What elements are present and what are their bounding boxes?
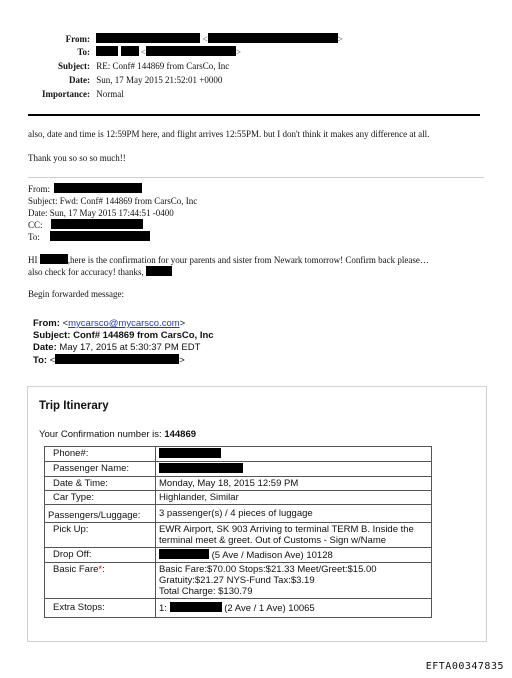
redacted-block bbox=[96, 46, 118, 56]
redacted-block bbox=[159, 463, 243, 473]
redacted-block bbox=[55, 354, 179, 364]
redacted-block bbox=[54, 183, 142, 193]
orig-from-label: From: bbox=[33, 318, 60, 329]
header-to-row bbox=[40, 46, 241, 58]
importance-label: Importance: bbox=[42, 89, 90, 99]
fare-key-label: Basic Fare bbox=[53, 564, 99, 575]
table-row bbox=[45, 462, 432, 477]
table-row bbox=[45, 523, 432, 548]
table-row bbox=[45, 505, 432, 523]
redacted-block bbox=[96, 33, 200, 43]
fwd-body-line-2 bbox=[28, 266, 172, 278]
fwd-cc-row bbox=[28, 219, 143, 231]
angle-open: < bbox=[202, 34, 208, 44]
fwd-body-line-1 bbox=[28, 254, 429, 266]
fare-line-3: Total Charge: $130.79 bbox=[159, 586, 253, 597]
phone-key: Phone#: bbox=[45, 447, 156, 462]
date-value: Sun, 17 May 2015 21:52:01 +0000 bbox=[96, 75, 223, 85]
fare-value bbox=[156, 563, 432, 599]
orig-to-label: To: bbox=[33, 355, 48, 366]
orig-subject: Subject: Conf# 144869 from CarsCo, Inc bbox=[33, 330, 214, 341]
angle-close: > bbox=[337, 34, 343, 44]
orig-date-row bbox=[33, 342, 200, 353]
header-subject-row bbox=[40, 60, 229, 72]
itinerary-title: Trip Itinerary bbox=[39, 400, 109, 412]
fare-colon: : bbox=[102, 564, 105, 575]
fwd-begin: Begin forwarded message: bbox=[28, 289, 124, 299]
passengers-luggage-value: 3 passenger(s) / 4 pieces of luggage bbox=[156, 505, 432, 523]
passenger-name-value bbox=[156, 462, 432, 477]
header-divider bbox=[28, 114, 480, 116]
table-row bbox=[45, 477, 432, 491]
extra-stop-number: 1: bbox=[159, 603, 167, 614]
fwd-to-row bbox=[28, 231, 150, 243]
datetime-value: Monday, May 18, 2015 12:59 PM bbox=[156, 477, 432, 491]
orig-from-email-link[interactable]: mycarsco@mycarsco.com bbox=[68, 318, 180, 329]
confirmation-line bbox=[39, 429, 196, 440]
redacted-block bbox=[159, 549, 209, 559]
fare-line-2: Gratuity:$21.27 NYS-Fund Tax:$3.19 bbox=[159, 575, 315, 586]
fwd-date: Date: Sun, 17 May 2015 17:44:51 -0400 bbox=[28, 208, 174, 218]
passenger-name-key: Passenger Name: bbox=[45, 462, 156, 477]
fwd-from-row bbox=[28, 183, 142, 195]
subject-label: Subject: bbox=[58, 61, 90, 71]
reply-line-1: also, date and time is 12:59PM here, and flight arrives 12:55PM. but I don't think it makes any difference at all. bbox=[28, 129, 430, 139]
header-date-row bbox=[40, 74, 222, 86]
pickup-line-1: EWR Airport, SK 903 Arriving to terminal TERM B. Inside the bbox=[159, 524, 414, 535]
redacted-block bbox=[146, 266, 172, 276]
document-id: EFTA00347835 bbox=[425, 661, 504, 672]
fwd-body-rest: ,here is the confirmation for your parents and sister from Newark tomorrow! Confirm back please… bbox=[67, 255, 429, 265]
to-label: To: bbox=[77, 47, 90, 57]
redacted-block bbox=[146, 46, 236, 56]
table-row bbox=[45, 599, 432, 618]
extra-stop-text: (2 Ave / 1 Ave) 10065 bbox=[224, 603, 315, 614]
redacted-block bbox=[170, 602, 222, 612]
orig-to-row bbox=[33, 354, 185, 366]
angle-open: < bbox=[62, 318, 69, 329]
itinerary-table bbox=[44, 446, 432, 618]
orig-date-label: Date: bbox=[33, 342, 57, 353]
passengers-luggage-key: Passengers/Luggage: bbox=[45, 505, 156, 523]
table-row bbox=[45, 447, 432, 462]
pickup-value bbox=[156, 523, 432, 548]
orig-date-value: May 17, 2015 at 5:30:37 PM EDT bbox=[59, 342, 201, 353]
fwd-to-label: To: bbox=[28, 232, 40, 242]
from-label: From: bbox=[65, 34, 90, 44]
datetime-key: Date & Time: bbox=[45, 477, 156, 491]
fare-key bbox=[45, 563, 156, 599]
dropoff-text: (5 Ave / Madison Ave) 10128 bbox=[211, 550, 333, 561]
phone-value bbox=[156, 447, 432, 462]
fwd-body-hi: HI bbox=[28, 255, 38, 265]
header-importance-row bbox=[40, 88, 124, 100]
angle-open: < bbox=[140, 47, 146, 57]
cartype-value: Highlander, Similar bbox=[156, 491, 432, 505]
redacted-block bbox=[51, 219, 143, 229]
subject-value: RE: Conf# 144869 from CarsCo, Inc bbox=[96, 61, 230, 71]
redacted-block bbox=[208, 33, 338, 43]
confirmation-label: Your Confirmation number is: bbox=[39, 429, 162, 440]
fwd-subject: Subject: Fwd: Conf# 144869 from CarsCo, Inc bbox=[28, 196, 198, 206]
fare-asterisk: * bbox=[98, 564, 103, 575]
angle-close: > bbox=[235, 47, 241, 57]
confirmation-number: 144869 bbox=[164, 429, 197, 440]
importance-value: Normal bbox=[96, 89, 124, 99]
redacted-block bbox=[159, 448, 221, 458]
redacted-block bbox=[121, 46, 139, 56]
fwd-cc-label: CC: bbox=[28, 220, 43, 230]
table-row bbox=[45, 548, 432, 563]
extra-stops-key: Extra Stops: bbox=[45, 599, 156, 618]
reply-line-2: Thank you so so so much!! bbox=[28, 153, 126, 163]
pickup-key: Pick Up: bbox=[45, 523, 156, 548]
angle-close: > bbox=[179, 355, 185, 366]
dropoff-value bbox=[156, 548, 432, 563]
fwd-body-line2: also check for accuracy! thanks, bbox=[28, 267, 144, 277]
extra-stops-value bbox=[156, 599, 432, 618]
dropoff-key: Drop Off: bbox=[45, 548, 156, 563]
angle-close: > bbox=[179, 318, 186, 329]
pickup-line-2: terminal meet & greet. Out of Customs - Sign w/Name bbox=[159, 535, 387, 546]
table-row bbox=[45, 491, 432, 505]
date-label: Date: bbox=[69, 75, 90, 85]
fwd-from-label: From: bbox=[28, 184, 51, 194]
orig-from-row bbox=[33, 318, 185, 329]
fare-line-1: Basic Fare:$70.00 Stops:$21.33 Meet/Greet:$15.00 bbox=[159, 564, 377, 575]
redacted-block bbox=[40, 254, 68, 264]
header-from-row bbox=[40, 33, 343, 45]
redacted-block bbox=[50, 231, 150, 241]
quote-divider bbox=[28, 177, 484, 178]
cartype-key: Car Type: bbox=[45, 491, 156, 505]
angle-open: < bbox=[49, 355, 56, 366]
table-row bbox=[45, 563, 432, 599]
